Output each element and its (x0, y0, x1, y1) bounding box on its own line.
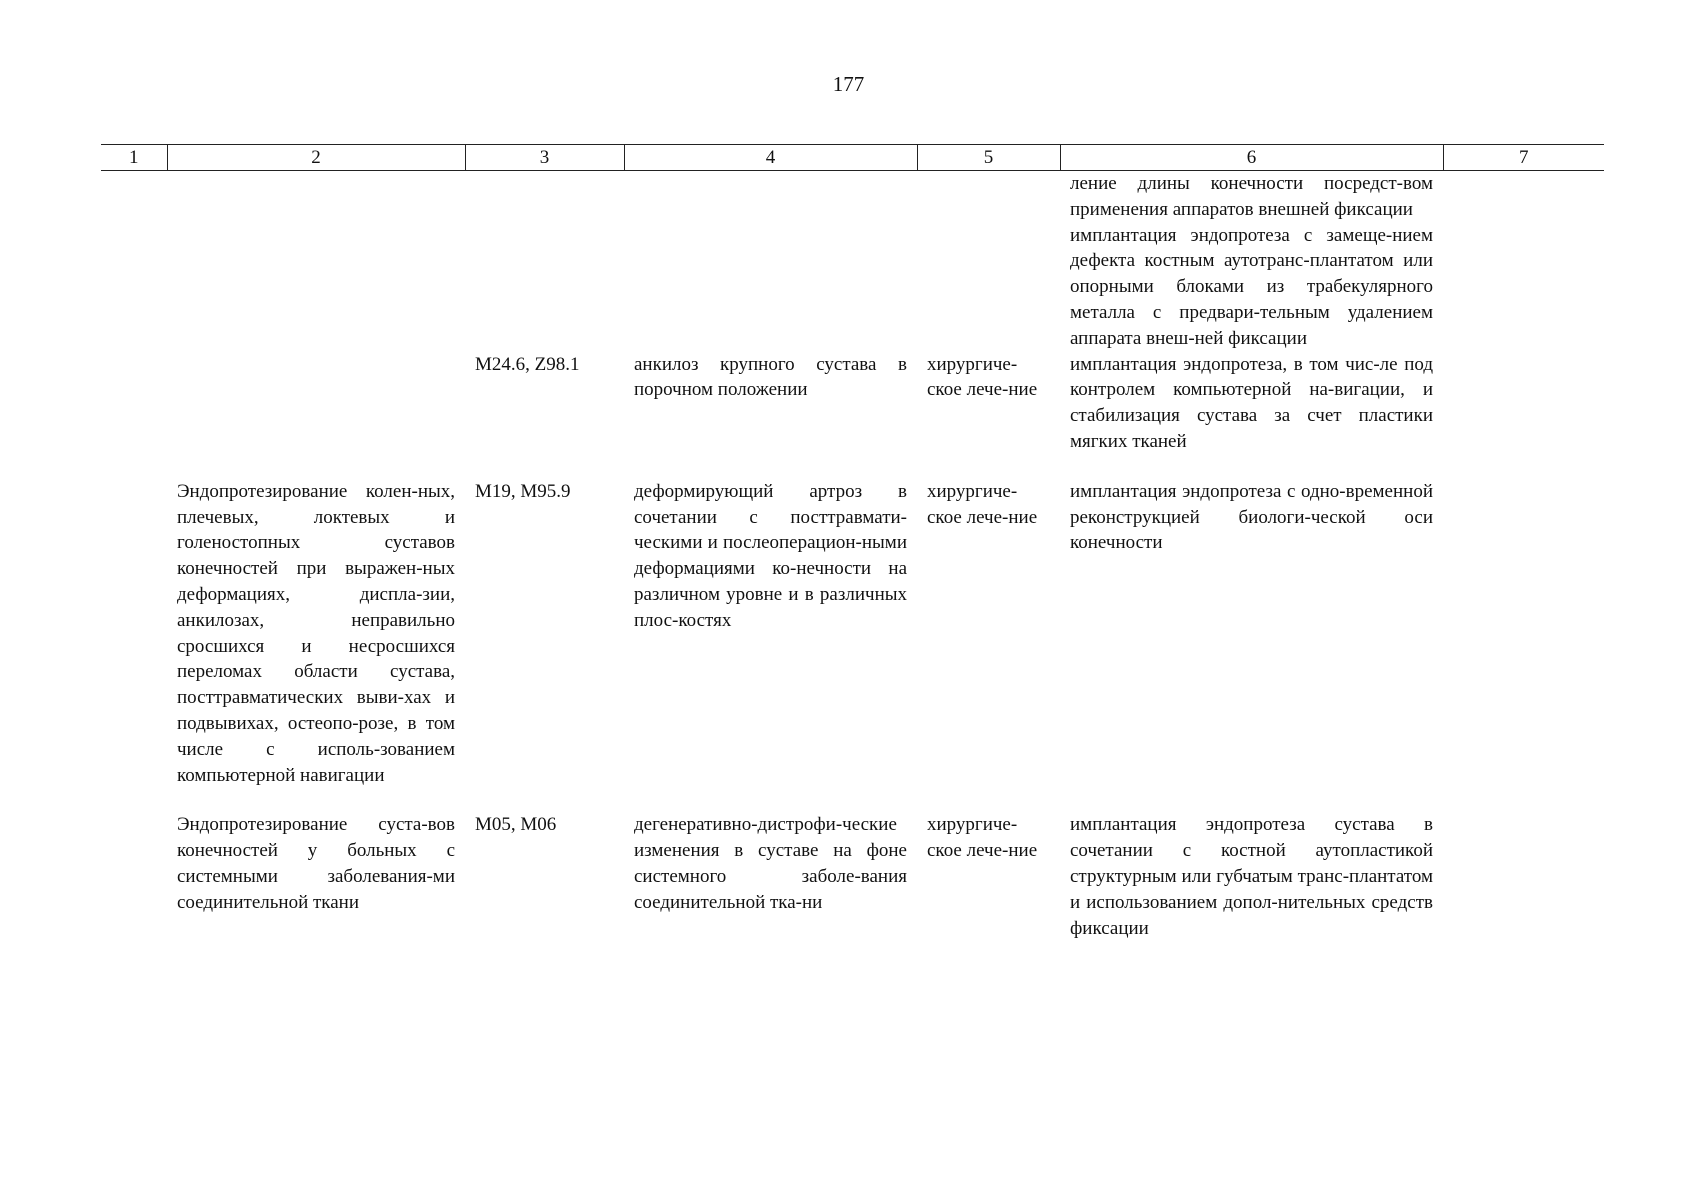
cell-number (101, 171, 167, 352)
column-header-4: 4 (624, 145, 917, 171)
cell-method (1060, 352, 1443, 479)
cell-icd-code: M24.6, Z98.1 (475, 353, 580, 375)
procedures-table (101, 144, 1604, 965)
cell-method (1060, 171, 1443, 352)
method-text: имплантация эндопротеза с одно-временной реконструкцией биологи-ческой оси конечности (1070, 480, 1433, 554)
table-row (101, 171, 1604, 352)
table-row (101, 812, 1604, 965)
cell-procedure: Эндопротезирование суста-вов конечностей у больных с системными заболевания-ми соединительной ткани (177, 814, 455, 913)
cell-treatment-type (917, 171, 1060, 352)
cell-diagnosis (624, 171, 917, 352)
cell-extra (1443, 171, 1604, 352)
cell-treatment-type: хирургиче-ское лече-ние (927, 353, 1038, 401)
cell-procedure (167, 171, 465, 352)
column-header-5: 5 (917, 145, 1060, 171)
method-text: имплантация эндопротеза с замеще-нием дефекта костным аутотранс-плантатом или опорными блоками из трабекулярного металла с предвари-тельным удалением аппарата внеш-ней фиксации (1070, 224, 1433, 349)
cell-number (101, 352, 167, 479)
cell-procedure (167, 352, 465, 479)
cell-diagnosis: деформирующий артроз в сочетании с посттравмати-ческими и послеоперацион-ными деформациями ко-нечности на различном уровне и в различных плос-костях (634, 480, 907, 631)
cell-diagnosis: дегенеративно-дистрофи-ческие изменения в суставе на фоне системного заболе-вания соединительной тка-ни (634, 814, 907, 913)
cell-diagnosis: анкилоз крупного сустава в порочном положении (634, 353, 907, 401)
cell-method (1060, 812, 1443, 965)
method-text: имплантация эндопротеза, в том чис-ле под контролем компьютерной на-вигации, и стабилизация сустава за счет пластики мягких тканей (1070, 353, 1433, 452)
column-header-7: 7 (1443, 145, 1604, 171)
cell-icd-code: M19, M95.9 (475, 480, 571, 502)
cell-extra (1443, 352, 1604, 479)
cell-icd-code (465, 171, 624, 352)
table-row (101, 479, 1604, 813)
table-row (101, 352, 1604, 479)
cell-treatment-type: хирургиче-ское лече-ние (927, 814, 1038, 862)
method-text: имплантация эндопротеза сустава в сочетании с костной аутопластикой структурным или губчатым транс-плантатом и использованием допол-нительных средств фиксации (1070, 814, 1433, 939)
cell-icd-code: M05, M06 (475, 814, 557, 836)
cell-number (101, 479, 167, 813)
column-header-6: 6 (1060, 145, 1443, 171)
method-text: ление длины конечности посредст-вом применения аппаратов внешней фиксации (1070, 173, 1433, 220)
column-header-3: 3 (465, 145, 624, 171)
cell-treatment-type: хирургиче-ское лече-ние (927, 480, 1038, 528)
header-row (101, 145, 1604, 171)
column-header-2: 2 (167, 145, 465, 171)
cell-procedure: Эндопротезирование колен-ных, плечевых, локтевых и голеностопных суставов конечностей при выражен-ных деформациях, диспла-зии, анкилозах, неправильно сросшихся и несросшихся переломах области сустава, посттравматических выви-хах и подвывихах, остеопо-розе, в том числе с исполь-зованием компьютерной навигации (177, 480, 455, 786)
cell-extra (1443, 812, 1604, 965)
column-header-1: 1 (101, 145, 167, 171)
cell-method (1060, 479, 1443, 813)
cell-extra (1443, 479, 1604, 813)
page-number: 177 (832, 72, 865, 96)
cell-number (101, 812, 167, 965)
